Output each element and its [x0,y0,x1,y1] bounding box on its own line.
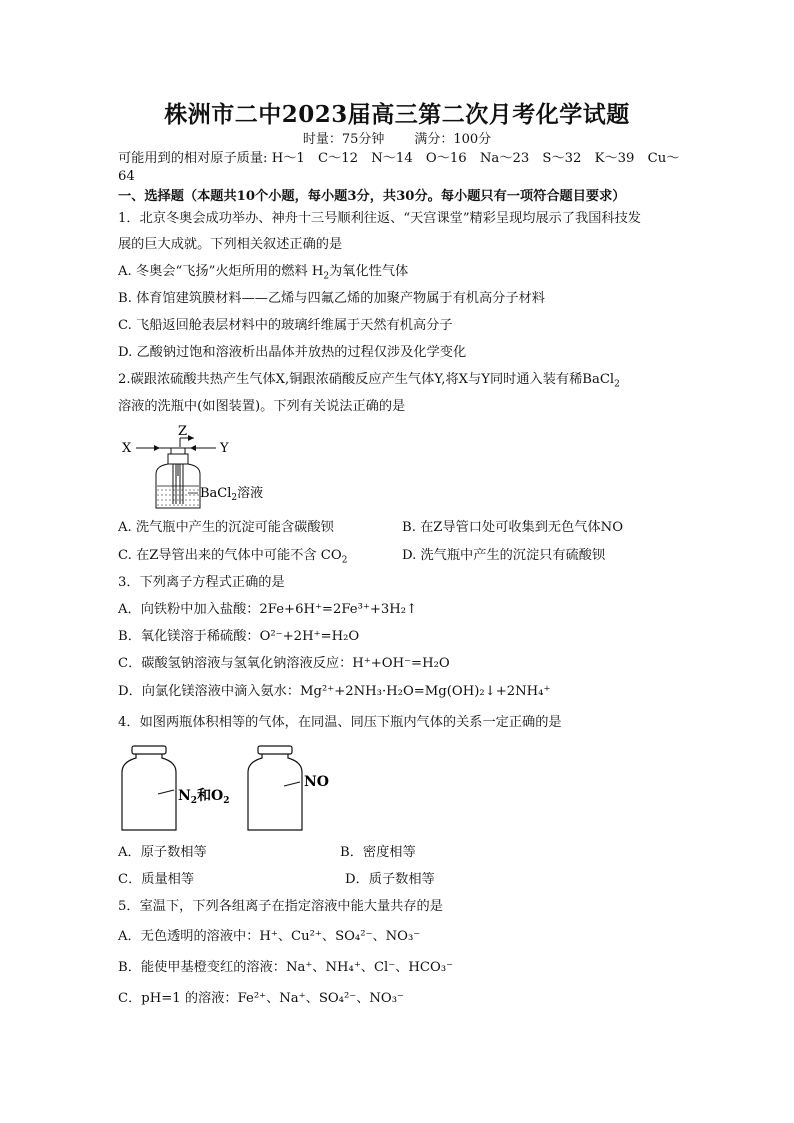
exam-time: 时量：75分钟 [302,132,385,147]
q1-option-a: A. 冬奥会“飞扬”火炬所用的燃料 $H_2$为氧化性气体 [118,264,409,282]
q3-stem: 3．下列离子方程式正确的是 [118,575,285,590]
q3-option-a: A．向铁粉中加入盐酸：2Fe+6H⁺=2Fe³⁺+3H₂↑ [118,602,418,617]
q2-stem-line2: 溶液的洗瓶中(如图装置)。下列有关说法正确的是 [118,399,406,414]
q5-option-c: C．pH=1 的溶液：Fe²⁺、Na⁺、SO₄²⁻、NO₃⁻ [118,991,404,1006]
q5-option-a: A．无色透明的溶液中：H⁺、Cu²⁺、SO₄²⁻、NO₃⁻ [118,929,421,944]
q2-option-d: D. 洗气瓶中产生的沉淀只有硫酸钡 [402,548,606,563]
q4-option-a: A．原子数相等 [118,845,207,860]
label-bacl2-solution: BaCl$_2$溶液 [200,486,264,503]
label-x: X [122,441,132,456]
label-z: Z [178,424,188,439]
q3-option-b: B．氧化镁溶于稀硫酸：O²⁻+2H⁺=H₂O [118,629,360,644]
q3-option-c: C．碳酸氢钠溶液与氢氧化钠溶液反应：H⁺+OH⁻=H₂O [118,656,450,671]
q1-option-c: C. 飞船返回舱表层材料中的玻璃纤维属于天然有机高分子 [118,318,453,333]
gas-bottles-figure [118,742,358,834]
q5-stem: 5．室温下，下列各组离子在指定溶液中能大量共存的是 [118,899,443,914]
q2-option-c: C. 在Z导管出来的气体中可能不含 $CO_2$ [118,548,348,566]
page-title: 株洲市二中2023届高三第二次月考化学试题 [164,101,630,128]
bottle1-label: $N_2$和$O_2$ [178,788,230,806]
q4-stem: 4．如图两瓶体积相等的气体，在同温、同压下瓶内气体的关系一定正确的是 [118,715,562,730]
q1-option-d: D. 乙酸钠过饱和溶液析出晶体并放热的过程仅涉及化学变化 [118,345,467,360]
section1-heading: 一、选择题（本题共10个小题，每小题3分，共30分。每小题只有一项符合题目要求） [118,189,626,204]
exam-score: 满分：100分 [414,132,492,147]
q1-stem-line1: 1．北京冬奥会成功举办、神舟十三号顺利往返、“天宫课堂”精彩呈现均展示了我国科技发 [118,211,641,226]
q3-option-d: D．向氯化镁溶液中滴入氨水：Mg²⁺+2NH₃·H₂O=Mg(OH)₂↓+2NH₄⁺ [118,684,551,699]
atomic-masses-line1: 可能用到的相对原子质量: H～1 C～12 N～14 O～16 Na～23 S～32 K～39 Cu～ [118,151,680,166]
q1-option-b: B. 体育馆建筑膜材料——乙烯与四氟乙烯的加聚产物属于有机高分子材料 [118,291,545,306]
label-y: Y [220,441,229,456]
q2-stem-line1: 2.碳跟浓硫酸共热产生气体X,铜跟浓硝酸反应产生气体Y,将X与Y同时通入装有稀BaCl$_2$ [118,372,620,390]
q1-stem-line2: 展的巨大成就。下列相关叙述正确的是 [118,237,343,252]
atomic-masses-line2: 64 [118,169,135,184]
exam-meta [0,128,794,147]
q2-option-b: B. 在Z导管口处可收集到无色气体NO [402,520,624,535]
q2-option-a: A. 洗气瓶中产生的沉淀可能含碳酸钡 [118,520,334,535]
bottle2-label: NO [304,774,329,790]
gas-washing-bottle-figure [118,420,298,515]
q4-option-d: D．质子数相等 [345,872,435,887]
q4-option-b: B．密度相等 [340,845,416,860]
q5-option-b: B．能使甲基橙变红的溶液：Na⁺、NH₄⁺、Cl⁻、HCO₃⁻ [118,960,454,975]
q4-option-c: C．质量相等 [118,872,195,887]
